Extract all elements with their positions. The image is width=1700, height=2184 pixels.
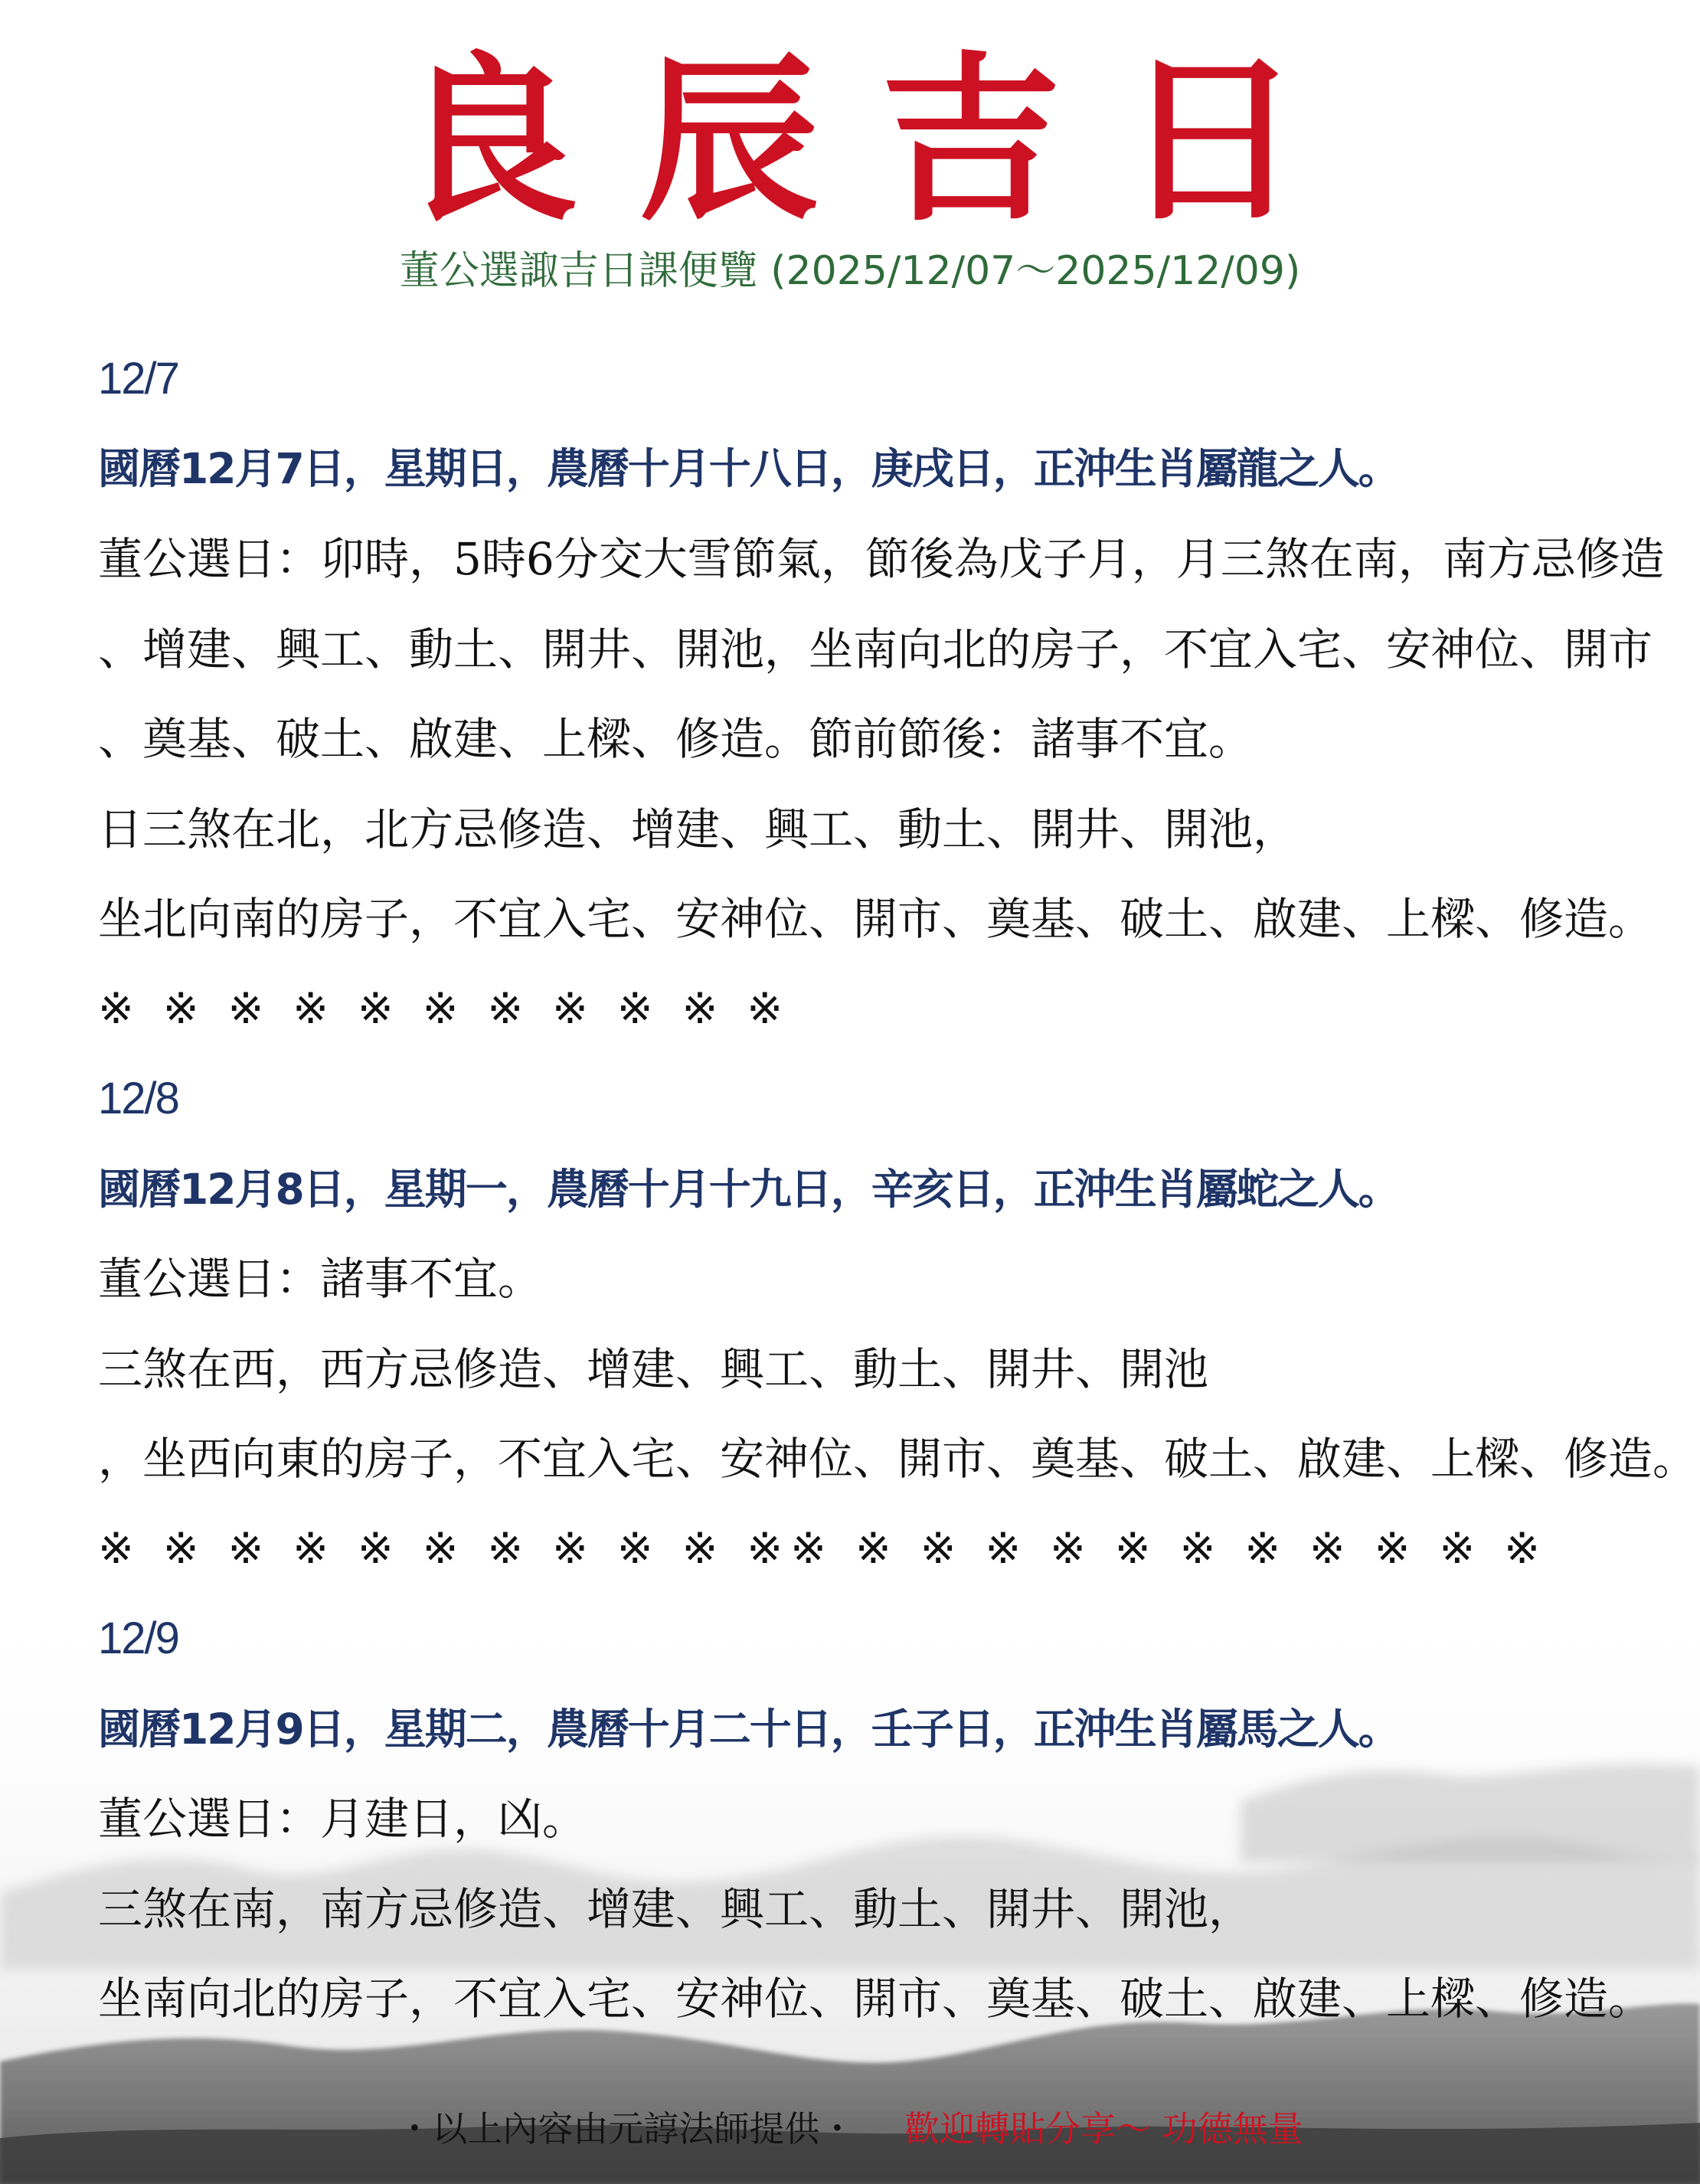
- day-detail-line: ，坐西向東的房子，不宜入宅、安神位、開市、奠基、破土、啟建、上樑、修造。: [98, 1433, 1698, 1485]
- section-separator: ※ ※ ※ ※ ※ ※ ※ ※ ※ ※ ※: [98, 984, 791, 1034]
- day-detail-line: 三煞在南，南方忌修造、增建、興工、動土、開井、開池，: [98, 1883, 1254, 1935]
- day-date-label: 12/9: [98, 1613, 178, 1663]
- section-separator: ※ ※ ※ ※ ※ ※ ※ ※ ※ ※ ※※ ※ ※ ※ ※ ※ ※ ※ ※ ※ ※ ※: [98, 1524, 1548, 1574]
- day-detail-line: 董公選日：月建日，凶。: [98, 1793, 587, 1845]
- day-detail-line: 董公選日：卯時，5時6分交大雪節氣，節後為戊子月，月三煞在南，南方忌修造: [98, 533, 1665, 585]
- day-detail-line: 、增建、興工、動土、開井、開池，坐南向北的房子，不宜入宅、安神位、開市: [98, 623, 1653, 675]
- footer: [0, 2102, 1700, 2156]
- day-date-label: 12/8: [98, 1074, 178, 1123]
- day-detail-line: 坐北向南的房子，不宜入宅、安神位、開市、奠基、破土、啟建、上樑、修造。: [98, 893, 1653, 945]
- page-title: 良辰吉日: [398, 37, 1363, 246]
- day-summary: 國曆12月7日，星期日，農曆十月十八日，庚戌日，正沖生肖屬龍之人。: [98, 444, 1399, 493]
- day-detail-line: 、奠基、破土、啟建、上樑、修造。節前節後：諸事不宜。: [98, 713, 1254, 765]
- footer-credit: ・以上內容由元諄法師提供・: [397, 2108, 855, 2150]
- day-date-label: 12/7: [98, 354, 178, 404]
- day-detail-line: 董公選日：諸事不宜。: [98, 1253, 543, 1305]
- footer-share-note: 歡迎轉貼分享～ 功德無量: [904, 2108, 1303, 2150]
- day-summary: 國曆12月8日，星期一，農曆十月十九日，辛亥日，正沖生肖屬蛇之人。: [98, 1165, 1399, 1214]
- page-subtitle: 董公選諏吉日課便覽 (2025/12/07～2025/12/09): [399, 248, 1301, 294]
- day-detail-line: 坐南向北的房子，不宜入宅、安神位、開市、奠基、破土、啟建、上樑、修造。: [98, 1973, 1653, 2025]
- day-detail-line: 日三煞在北，北方忌修造、增建、興工、動土、開井、開池，: [98, 803, 1298, 855]
- day-detail-line: 三煞在西，西方忌修造、增建、興工、動土、開井、開池: [98, 1343, 1209, 1395]
- day-summary: 國曆12月9日，星期二，農曆十月二十日，壬子日，正沖生肖屬馬之人。: [98, 1705, 1399, 1754]
